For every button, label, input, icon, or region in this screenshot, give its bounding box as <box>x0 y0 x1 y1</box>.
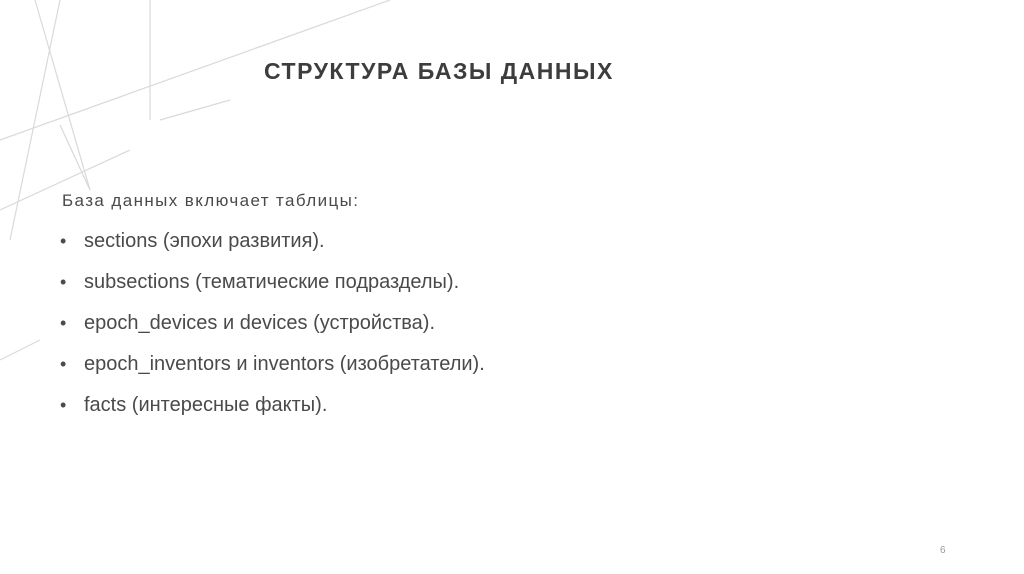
list-item <box>60 394 485 435</box>
bullet-icon: • <box>60 395 67 415</box>
decorative-line <box>160 100 230 120</box>
bullet-icon: • <box>60 313 67 333</box>
decorative-line <box>0 340 40 360</box>
slide-title: СТРУКТУРА БАЗЫ ДАННЫХ <box>264 58 614 84</box>
bullet-icon: • <box>60 231 67 251</box>
decorative-line <box>35 0 90 190</box>
list-item-text: epoch_devices и devices (устройства). <box>84 312 435 334</box>
list-item <box>60 230 485 271</box>
list-item <box>60 271 485 312</box>
list-item-text: subsections (тематические подразделы). <box>84 271 460 293</box>
list-item <box>60 312 485 353</box>
list-item-text: sections (эпохи развития). <box>84 230 325 252</box>
bullet-icon: • <box>60 354 67 374</box>
page-number: 6 <box>940 545 946 556</box>
list-item <box>60 353 485 394</box>
intro-text: База данных включает таблицы: <box>62 191 360 210</box>
decorative-line <box>10 0 60 240</box>
list-item-text: facts (интересные факты). <box>84 394 328 416</box>
list-item-text: epoch_inventors и inventors (изобретатели). <box>84 353 485 375</box>
bullet-icon: • <box>60 272 67 292</box>
table-list <box>60 230 485 435</box>
